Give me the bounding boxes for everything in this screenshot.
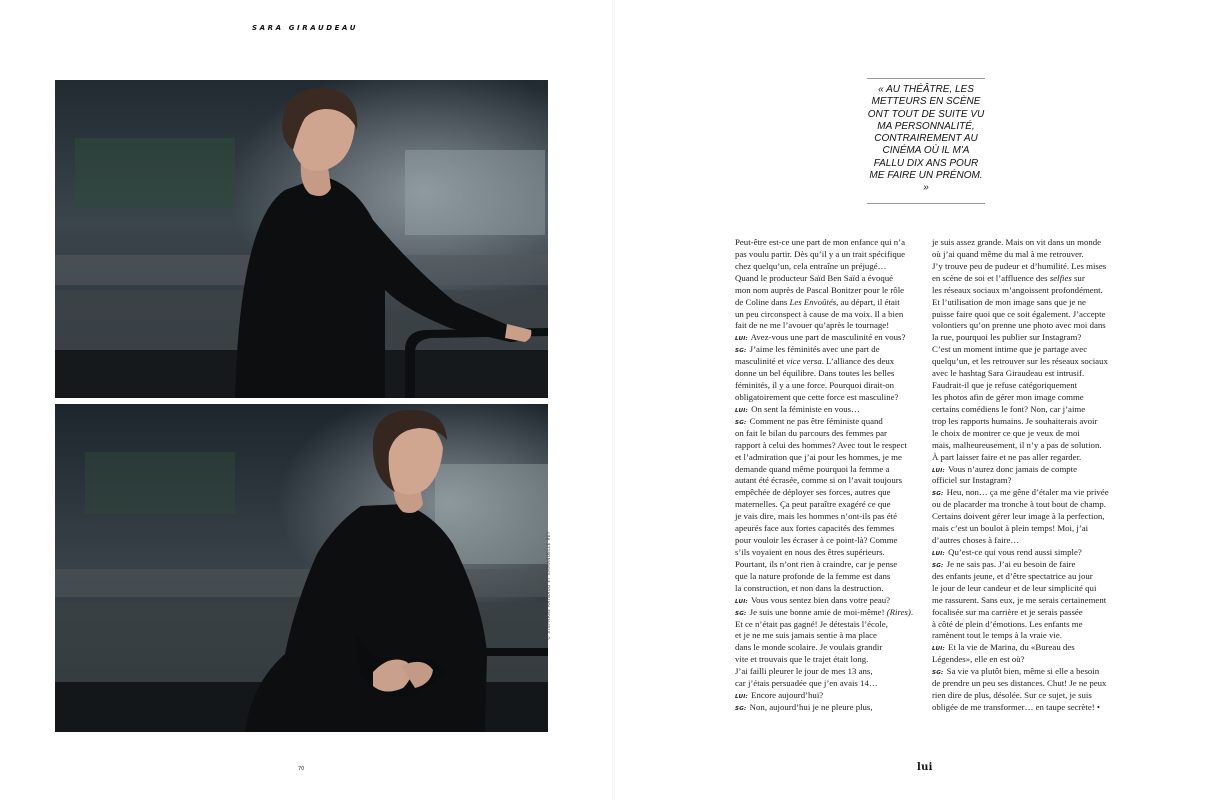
article-text: officiel sur Instagram? [932, 475, 1012, 486]
article-text: À part laisser faire et ne pas aller regarder. [932, 451, 1082, 462]
article-line [735, 654, 923, 666]
speaker-label: SG: [735, 610, 747, 617]
article-line [932, 547, 1120, 559]
pull-quote-line: « AU THÉÂTRE, LES [878, 84, 974, 95]
article-line [932, 380, 1120, 392]
article-text: en scène de soi et l’affluence des [932, 272, 1050, 283]
article-line [932, 619, 1120, 631]
article-line [735, 249, 923, 261]
article-text: volontiers qu’on prenne une photo avec moi dans [932, 320, 1106, 331]
pull-quote-line: METTEURS EN SCÈNE [871, 96, 981, 108]
article-line [932, 583, 1120, 595]
article-text: les photos afin de gérer mon image comme [932, 391, 1084, 402]
article-text: Sa vie va plutôt bien, même si elle a besoin [946, 666, 1100, 677]
article-text: la construction, et non dans la destruction. [735, 582, 884, 593]
article-line [932, 261, 1120, 273]
article-text: demande quand même pourquoi la femme a [735, 463, 890, 474]
article-line [932, 642, 1120, 654]
article-line [735, 523, 923, 535]
article-line [735, 261, 923, 273]
portrait-seated-image [55, 404, 548, 732]
article-text: chez quelqu’un, cela entraîne un préjugé… [735, 260, 887, 271]
article-line [735, 547, 923, 559]
article-text: des enfants jeune, et d’être spectatrice au jour [932, 570, 1093, 581]
article-text: . L’alliance des deux [821, 356, 895, 367]
article-text: . [910, 606, 914, 617]
article-line [735, 297, 923, 309]
article-line [932, 654, 1120, 666]
article-text: Je ne sais pas. J’ai eu besoin de faire [946, 558, 1076, 569]
article-text: mais c’est un boulot à plein temps! Moi, j’ai [932, 523, 1089, 534]
article-text: la rue, pourquoi les publier sur Instagram? [932, 332, 1082, 343]
article-text: certains comédiens le font? Non, car j’aime [932, 403, 1086, 414]
article-line [735, 666, 923, 678]
article-column-1 [735, 237, 923, 714]
article-text: je vais dire, mais les hommes n’ont-ils pas été [735, 511, 897, 522]
article-line [735, 487, 923, 499]
article-text: Vous vous sentez bien dans votre peau? [750, 594, 891, 605]
article-line [932, 475, 1120, 487]
article-text: vite et trouvais que le trajet était long. [735, 654, 869, 665]
article-text: Légendes», elle en est où? [932, 654, 1025, 665]
article-line [735, 475, 923, 487]
article-text: me rassurent. Sans eux, je me serais certainement [932, 594, 1107, 605]
article-text: masculinité et [735, 356, 787, 367]
article-text: J’ai failli pleurer le jour de mes 13 ans, [735, 666, 873, 677]
article-line [735, 499, 923, 511]
speaker-label: SG: [932, 670, 944, 677]
article-text: mais, malheureusement, il n’y a pas de solution. [932, 439, 1102, 450]
article-line [932, 499, 1120, 511]
article-text: quelqu’un, et les retrouver sur les réseaux sociaux [932, 356, 1108, 367]
article-line [735, 630, 923, 642]
article-line [932, 237, 1120, 249]
article-line [932, 666, 1120, 678]
article-text: mon nom auprès de Pascal Bonitzer pour le rôle [735, 284, 905, 295]
magazine-logo: lui [917, 762, 933, 773]
article-text: et je ne me suis jamais sentie à ma place [735, 630, 877, 641]
article-text: pour vouloir les écraser à ce point-là? Comme [735, 535, 898, 546]
article-line [735, 642, 923, 654]
article-line [735, 583, 923, 595]
article-line [735, 690, 923, 702]
article-line [932, 452, 1120, 464]
article-text: Faudrait-il que je refuse catégoriquement [932, 380, 1078, 391]
spread-fold [612, 0, 615, 800]
portrait-standing-image [55, 80, 548, 398]
article-line [932, 595, 1120, 607]
article-text: donne un bel équilibre. Dans toutes les belles [735, 368, 895, 379]
article-line [735, 607, 923, 619]
article-line [932, 523, 1120, 535]
article-text: On sent la féministe en vous… [751, 403, 860, 414]
article-line [932, 320, 1120, 332]
article-text: obligatoirement que cette force est masculine? [735, 391, 899, 402]
article-text: Peut-être est-ce une part de mon enfance qui n’a [735, 237, 905, 247]
article-text: apeurés face aux fortes capacités des femmes [735, 523, 895, 534]
article-line [735, 452, 923, 464]
article-text: Qu’est-ce qui vous rend aussi simple? [948, 546, 1082, 557]
article-line [932, 428, 1120, 440]
article-text: féminités, il y a une force. Pourquoi dirait-on [735, 380, 895, 391]
article-line [735, 309, 923, 321]
article-line [735, 285, 923, 297]
article-line [735, 356, 923, 368]
article-text: , au départ, il était [836, 296, 900, 307]
pull-quote-line: CONTRAIREMENT AU [874, 133, 978, 145]
speaker-label: LUI: [932, 467, 945, 474]
article-text: le jour de leur candeur et de leur simplicité qui [932, 582, 1097, 593]
article-text: Et l’utilisation de mon image sans que je ne [932, 296, 1086, 307]
article-line [735, 619, 923, 631]
article-line [735, 273, 923, 285]
article-line [932, 702, 1120, 714]
speaker-label: SG: [932, 562, 944, 569]
article-text: sur [1071, 272, 1085, 283]
article-text: car j’étais persuadée que j’en avais 14… [735, 678, 878, 689]
speaker-label: LUI: [735, 598, 748, 605]
article-text: et l’admiration que j’ai pour les hommes, je me [735, 451, 902, 462]
speaker-label: LUI: [735, 407, 748, 414]
article-text: ramènent tout le temps à la vraie vie. [932, 630, 1062, 641]
speaker-label: SG: [735, 348, 747, 355]
article-text: Je suis une bonne amie de moi-même! [749, 606, 887, 617]
article-text: d’autres choses à faire… [932, 535, 1020, 546]
article-text: C’est un moment intime que je partage avec [932, 344, 1088, 355]
article-text: que la nature profonde de la femme est dans [735, 570, 891, 581]
article-line [735, 368, 923, 380]
article-line [735, 404, 923, 416]
article-text: fait de ne me l’avouer qu’après le tournage! [735, 320, 890, 331]
photo-top [55, 80, 548, 398]
photo-credit: © STÉPHANE RAYBAUD ET EMMANUELLE REY [546, 531, 551, 640]
article-text: obligée de me transformer… en taupe secrète! • [932, 701, 1100, 712]
article-line [735, 595, 923, 607]
article-text: s’ils voyaient en nous des êtres supérieurs. [735, 546, 885, 557]
article-text: à côté de plein d’émotions. Les enfants me [932, 618, 1083, 629]
article-line [932, 464, 1120, 476]
article-line [932, 273, 1120, 285]
article-text: autant été écrasée, comme si on l’avait toujours [735, 475, 903, 486]
article-line [932, 678, 1120, 690]
speaker-label: LUI: [735, 336, 748, 343]
article-line [735, 380, 923, 392]
pull-quote-line: MA PERSONNALITÉ, [877, 120, 975, 132]
article-line [735, 702, 923, 714]
article-text: les réseaux sociaux m’angoissent profondément. [932, 284, 1103, 295]
article-line [932, 344, 1120, 356]
article-line [932, 487, 1120, 499]
article-text: Non, aujourd’hui je ne pleure plus, [749, 701, 873, 712]
article-line [735, 535, 923, 547]
article-line [735, 332, 923, 344]
article-text: Quand le producteur Saïd Ben Saïd a évoqué [735, 272, 894, 283]
article-line [735, 344, 923, 356]
article-text: empêchée de déployer ses forces, autres que [735, 487, 891, 498]
article-text: trop les rapports humains. Je souhaiterais avoir [932, 415, 1098, 426]
article-text: Comment ne pas être féministe quand [749, 415, 883, 426]
article-line [932, 309, 1120, 321]
article-line [735, 464, 923, 476]
article-italic-text: (Rires) [886, 606, 911, 617]
article-line [735, 571, 923, 583]
pull-quote-line: FALLU DIX ANS POUR [873, 157, 979, 169]
article-line [735, 416, 923, 428]
article-text: J’y trouve peu de pudeur et d’humilité. Les mises [932, 260, 1107, 271]
article-line [932, 559, 1120, 571]
article-line [932, 690, 1120, 702]
article-text: puisse faire quoi que ce soit également. J’accepte [932, 308, 1106, 319]
article-text: de prendre un peu ses distances. Chut! Je ne peux [932, 678, 1107, 689]
pull-quote-line: ONT TOUT DE SUITE VU [867, 108, 985, 120]
article-text: maternelles. Ça peut paraître exagéré ce que [735, 499, 891, 510]
article-italic-text: selfies [1049, 272, 1072, 283]
speaker-label: SG: [932, 491, 944, 498]
article-text: Heu, non… ça me gêne d’étaler ma vie privée [946, 487, 1109, 498]
article-line [932, 630, 1120, 642]
speaker-label: SG: [735, 705, 747, 712]
article-text: rapport à celui des hommes? Avec tout le respect [735, 439, 907, 450]
article-text: Encore aujourd’hui? [751, 690, 824, 701]
speaker-label: LUI: [932, 550, 945, 557]
speaker-label: LUI: [932, 646, 945, 653]
article-line [735, 511, 923, 523]
article-text: focalisée sur ma carrière et je serais passée [932, 606, 1083, 617]
speaker-label: SG: [735, 419, 747, 426]
article-text: de Coline dans [735, 296, 790, 307]
article-line [932, 607, 1120, 619]
article-text: avec le hashtag Sara Giraudeau est intrusif. [932, 368, 1085, 379]
article-line [932, 285, 1120, 297]
article-line [735, 678, 923, 690]
article-line [932, 368, 1120, 380]
article-text: Et ce n’était pas gagné! Je détestais l’école, [735, 618, 888, 629]
article-line [735, 559, 923, 571]
article-text: où j’ai quand même du mal à me retrouver. [932, 248, 1084, 259]
article-text: Pourtant, ils n’ont rien à craindre, car je pense [735, 558, 898, 569]
article-line [932, 332, 1120, 344]
running-head: SARA GIRAUDEAU [252, 24, 359, 32]
article-italic-text: Les Envoûtés [789, 296, 837, 307]
pull-quote-line: CINÉMA OÙ IL M'A [882, 145, 970, 157]
pull-quote-line: ME FAIRE UN PRÉNOM. » [869, 170, 983, 194]
article-line [932, 297, 1120, 309]
article-text: J’aime les féminités avec une part de [749, 344, 880, 355]
article-line [932, 404, 1120, 416]
pull-quote [867, 78, 985, 204]
article-text: Et la vie de Marina, du «Bureau des [948, 642, 1075, 653]
article-italic-text: vice versa [786, 356, 822, 367]
article-line [735, 237, 923, 249]
article-text: Certains doivent gérer leur image à la perfection, [932, 511, 1105, 522]
article-line [932, 440, 1120, 452]
article-line [932, 571, 1120, 583]
article-line [932, 511, 1120, 523]
photo-bottom [55, 404, 548, 732]
article-column-2 [932, 237, 1120, 714]
article-text: le choix de montrer ce que je veux de moi [932, 427, 1080, 438]
page-number: 70 [298, 766, 305, 772]
article-line [735, 320, 923, 332]
article-text: pas voulu partir. Dès qu’il y a un trait spécifique [735, 248, 906, 259]
article-line [932, 416, 1120, 428]
article-line [932, 392, 1120, 404]
article-line [735, 440, 923, 452]
article-text: ou de placarder ma tronche à tout bout de champ. [932, 499, 1106, 510]
article-text: Vous n’aurez donc jamais de compte [947, 463, 1078, 474]
article-line [735, 428, 923, 440]
article-line [932, 535, 1120, 547]
article-line [932, 249, 1120, 261]
article-text: un peu circonspect à cause de ma voix. Il a bien [735, 308, 904, 319]
article-text: je suis assez grande. Mais on vit dans un monde [932, 237, 1102, 247]
article-text: Avez-vous une part de masculinité en vous? [750, 332, 906, 343]
article-text: rien dire de plus, désolée. Sur ce sujet, je suis [932, 690, 1092, 701]
article-text: on fait le bilan du parcours des femmes par [735, 427, 887, 438]
article-line [735, 392, 923, 404]
speaker-label: LUI: [735, 694, 748, 701]
article-line [932, 356, 1120, 368]
article-text: dans le monde scolaire. Je voulais grandir [735, 642, 883, 653]
